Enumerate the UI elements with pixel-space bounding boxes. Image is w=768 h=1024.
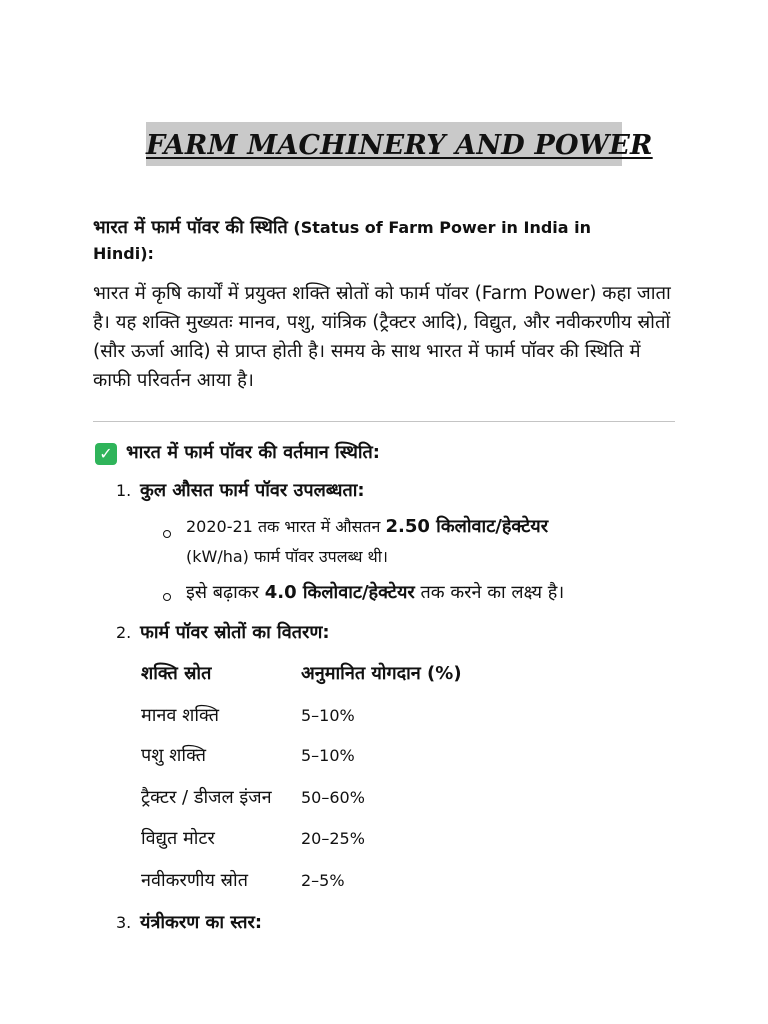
table-cell-contribution: 50–60%	[301, 788, 365, 807]
title-highlight	[146, 122, 653, 166]
intro-paragraph: भारत में कृषि कार्यों में प्रयुक्त शक्ति स्रोतों को फार्म पॉवर (Farm Power) कहा जाता है। यह शक्ति मुख्यतः मानव, पशु, यांत्रिक (ट्रैक्टर आदि), विद्युत, और नवीकरणीय स्रोतों (सौर ऊर्जा आदि) से प्राप्त होती है। समय के साथ भारत में फार्म पॉवर की स्थिति में काफी परिवर्तन आया है।	[93, 283, 671, 391]
table-cell-source: ट्रैक्टर / डीजल इंजन	[141, 787, 272, 808]
bullet-marker	[163, 593, 171, 601]
bullet-text-bold: 2.50 किलोवाट/हेक्टेयर	[385, 516, 549, 537]
list-number: 2.	[116, 623, 132, 642]
availability-heading: कुल औसत फार्म पॉवर उपलब्धता:	[140, 480, 365, 501]
section-heading-hindi: भारत में फार्म पॉवर की स्थिति	[93, 217, 288, 238]
table-cell-contribution: 5–10%	[301, 746, 355, 765]
section-divider	[93, 421, 675, 422]
distribution-heading: फार्म पॉवर स्रोतों का वितरण:	[140, 622, 330, 643]
list-number: 1.	[116, 481, 132, 500]
table-cell-contribution: 5–10%	[301, 706, 355, 725]
section-heading-english: (Status of Farm Power in India in Hindi):	[93, 218, 592, 263]
table-header-source: शक्ति स्रोत	[141, 663, 212, 684]
bullet-text-prefix: इसे बढ़ाकर	[186, 582, 265, 603]
bullet-text-suffix: तक करने का लक्ष्य है।	[414, 582, 565, 603]
table-cell-source: नवीकरणीय स्रोत	[141, 870, 248, 891]
current-status-heading: भारत में फार्म पॉवर की वर्तमान स्थिति:	[126, 442, 380, 463]
bullet-text-bold: 4.0 किलोवाट/हेक्टेयर	[264, 582, 415, 603]
table-cell-source: मानव शक्ति	[141, 705, 219, 726]
section-heading	[93, 215, 653, 267]
table-cell-source: विद्युत मोटर	[141, 828, 215, 849]
bullet-text-prefix: 2020-21 तक भारत में औसतन	[186, 517, 386, 536]
list-number: 3.	[116, 913, 132, 932]
bullet-text	[186, 578, 656, 608]
table-cell-contribution: 2–5%	[301, 871, 345, 890]
mechanization-heading: यंत्रीकरण का स्तर:	[140, 912, 263, 933]
table-header-contribution: अनुमानित योगदान (%)	[301, 663, 462, 684]
check-mark-icon: ✓	[95, 443, 117, 465]
table-cell-source: पशु शक्ति	[141, 745, 206, 766]
bullet-text	[186, 512, 656, 572]
bullet-text-suffix: (kW/ha) फार्म पॉवर उपलब्ध थी।	[186, 547, 388, 566]
document-title: FARM MACHINERY AND POWER	[146, 130, 653, 161]
table-cell-contribution: 20–25%	[301, 829, 365, 848]
bullet-marker	[163, 530, 171, 538]
